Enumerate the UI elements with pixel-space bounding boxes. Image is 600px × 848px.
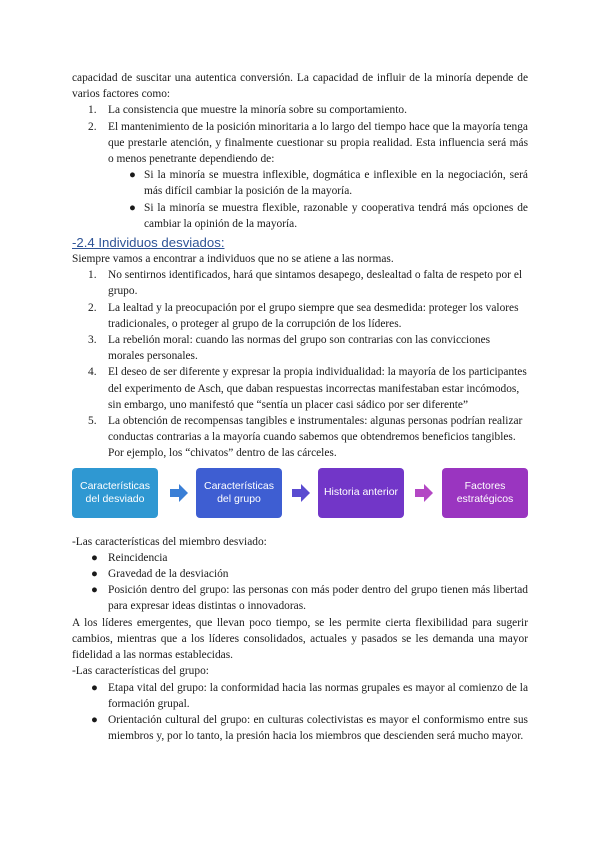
leaders-paragraph: A los líderes emergentes, que llevan poco tiempo, se les permite cierta flexibilidad para sugerir cambios, mientras que a los líderes consolidados, actuales y pasados se les demanda una mayor fidelidad a las normas establecidas. (72, 616, 528, 662)
list-item (72, 550, 528, 566)
list-text: La rebelión moral: cuando las normas del grupo son contrarias con las convicciones morales personales. (108, 334, 491, 363)
list-text: Orientación cultural del grupo: en culturas colectivistas es mayor el conformismo entre sus miembros y, por lo tanto, la presión hacia los miembros que descienden será mucho mayor. (108, 713, 528, 743)
list-number: 2. (88, 301, 97, 314)
list-item (72, 200, 528, 232)
factors-list (72, 102, 528, 167)
bullet-icon: ● (91, 681, 98, 694)
list-text: La lealtad y la preocupación por el grupo siempre que sea desmedida: proteger los valores tradicionales, o proteger al grupo de la corrupción de los líderes. (108, 301, 519, 330)
list-text: Si la minoría se muestra flexible, razonable y cooperativa tendrá más opciones de cambiar la opinión de la mayoría. (144, 201, 528, 230)
reasons-list (72, 267, 528, 461)
diagram-box-factores (442, 468, 528, 518)
group-list (72, 680, 528, 745)
list-text: El deseo de ser diferente y expresar la propia individualidad: la mayoría de los participantes del experimento de Asch, que daban respuestas incorrectas manifestaban estar incómodos, sin embargo, uno manifestó que “sentía un placer casi sádico por ser diferente” (108, 366, 527, 411)
bullet-icon: ● (91, 551, 98, 564)
diagram-box-desviado (72, 468, 158, 518)
list-number: 2. (88, 120, 97, 133)
list-item (72, 582, 528, 614)
diagram-box-label: Historia anterior (323, 486, 399, 499)
list-text: Etapa vital del grupo: la conformidad hacia las normas grupales es mayor al comienzo de la formación grupal. (108, 681, 528, 710)
list-item (72, 267, 528, 299)
diagram-box-label: Factores estratégicos (456, 480, 514, 505)
diagram-box-historia (318, 468, 404, 518)
sub-bullet-list (72, 167, 528, 232)
list-text: La obtención de recompensas tangibles e instrumentales: algunas personas podrían realizar conductas contrarias a la mayoría cuando sabemos que obtendremos beneficios tangibles. Por ejemplo, los “chivatos” dentro de las cárceles. (108, 415, 523, 460)
diagram-box-label: Características del desviado (79, 480, 151, 505)
member-list (72, 550, 528, 615)
arrow-right-icon (415, 484, 433, 502)
section-heading: -2.4 Individuos desviados: (72, 235, 225, 251)
list-text: La consistencia que muestre la minoría sobre su comportamiento. (108, 104, 407, 117)
document-page (72, 70, 528, 744)
list-text: No sentirnos identificados, hará que sintamos desapego, deslealtad o falta de respeto por el grupo. (108, 269, 523, 298)
member-title: -Las características del miembro desviado: (72, 535, 267, 548)
list-text: Posición dentro del grupo: las personas con más poder dentro del grupo tienen más libertad para expresar ideas distintas o innovadoras. (108, 584, 528, 613)
diagram-box-grupo (196, 468, 282, 518)
list-item (72, 413, 528, 462)
bullet-icon: ● (129, 201, 136, 214)
list-item (72, 102, 528, 118)
list-item (72, 712, 528, 744)
list-number: 1. (88, 104, 97, 117)
list-number: 5. (88, 415, 97, 428)
list-text: Gravedad de la desviación (108, 568, 229, 581)
list-item (72, 364, 528, 413)
list-item (72, 167, 528, 199)
list-text: Si la minoría se muestra inflexible, dogmática e inflexible en la negociación, será más difícil cambiar la posición de la mayoría. (144, 169, 528, 198)
process-diagram (72, 468, 528, 526)
arrow-right-icon (292, 484, 310, 502)
list-number: 1. (88, 269, 97, 282)
section-lead: Siempre vamos a encontrar a individuos que no se atiene a las normas. (72, 253, 394, 266)
intro-paragraph: capacidad de suscitar una autentica conversión. La capacidad de influir de la minoría depende de varios factores como: (72, 72, 528, 101)
list-item (72, 680, 528, 712)
list-item (72, 566, 528, 582)
list-text: El mantenimiento de la posición minoritaria a lo largo del tiempo hace que la mayoría tenga que prestarle atención, y finalmente cuestionar su propia realidad. Esta influencia será más o menos penetrante dependiendo de: (108, 120, 528, 166)
bullet-icon: ● (91, 584, 98, 597)
list-item (72, 119, 528, 168)
list-number: 3. (88, 334, 97, 347)
list-text: Reincidencia (108, 551, 168, 564)
group-title: -Las características del grupo: (72, 665, 209, 678)
list-item (72, 332, 528, 364)
arrow-right-icon (170, 484, 188, 502)
list-number: 4. (88, 366, 97, 379)
diagram-box-label: Características del grupo (203, 480, 275, 505)
bullet-icon: ● (91, 568, 98, 581)
bullet-icon: ● (129, 169, 136, 182)
list-item (72, 300, 528, 332)
bullet-icon: ● (91, 713, 98, 726)
